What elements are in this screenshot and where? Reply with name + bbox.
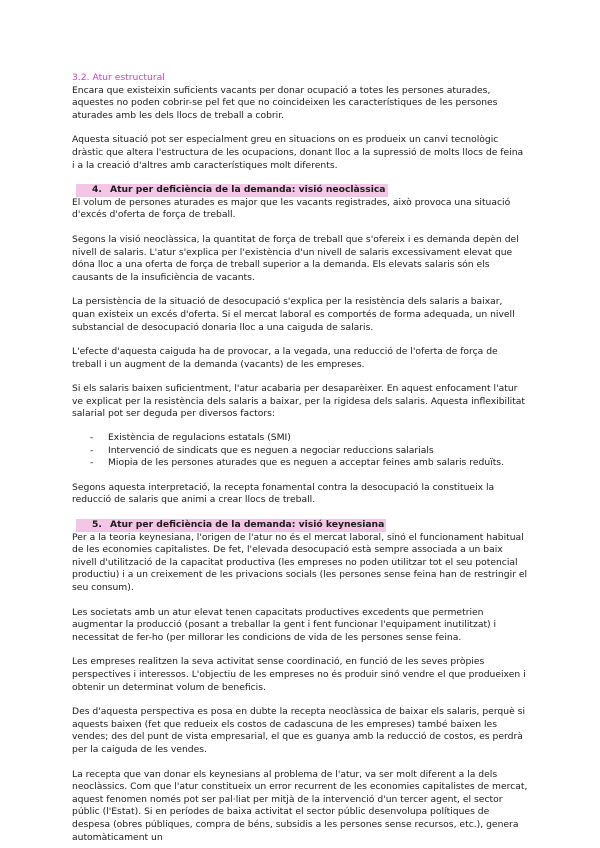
list-item: - Miopia de les persones aturades que es neguen a acceptar feines amb salaris reduïts. (90, 457, 505, 469)
paragraph: Les empreses realitzen la seva activitat sense coordinació, en funció de les seves pròpies perspectives i interessos. L'objectiu de les empreses no és produir sinó vendre el que produeixen i obtenir un determinat volum de beneficis. (72, 656, 526, 693)
paragraph: Aquesta situació pot ser especialment greu en situacions on es produeix un canvi tecnològic dràstic que altera l'estructura de les ocupacions, donant lloc a la supressió de molts llocs de feina i a la creació d'altres amb característiques molt diferents. (72, 134, 524, 171)
paragraph: Encara que existeixin suficients vacants per donar ocupació a totes les persones aturades, aquestes no poden cobrir-se pel fet que no coincideixen les característiques de les persones aturades amb les dels llocs de treball a cobrir. (72, 84, 498, 121)
list-dash: - (90, 432, 94, 444)
heading-number: 5. (92, 519, 102, 531)
paragraph: Segons aquesta interpretació, la recepta fonamental contra la desocupació la constitueix la reducció de salaris que animi a crear llocs de treball. (72, 481, 495, 506)
list-dash: - (90, 457, 94, 469)
paragraph: Segons la visió neoclàssica, la quantitat de força de treball que s'ofereix i es demanda depèn del nivell de salaris. L'atur s'explica per l'existència d'un nivell de salaris excessivament elevat que dóna lloc a una oferta de força de treball superior a la demanda. Els elevats salaris són els causants de la insuficiència de vacants. (72, 233, 519, 283)
section-heading-4 (72, 184, 528, 197)
list-item: - Intervenció de sindicats que es neguen a negociar reduccions salarials (90, 444, 434, 456)
highlighted-heading (76, 519, 386, 532)
factor-list (72, 432, 528, 470)
highlighted-heading (76, 184, 388, 197)
paragraph: La persistència de la situació de desocupació s'explica per la resistència dels salaris a baixar, quan existeix un excés d'oferta. Si el mercat laboral es comportés de forma adequada, un nivell substancial de desocupació donaria lloc a una caiguda de salaris. (72, 296, 515, 333)
heading-text: Atur per deficiència de la demanda: visió neoclàssica (110, 184, 386, 196)
paragraph: L'efecte d'aquesta caiguda ha de provocar, a la vegada, una reducció de l'oferta de força de treball i un augment de la demanda (vacants) de les empreses. (72, 346, 498, 370)
paragraph: Les societats amb un atur elevat tenen capacitats productives excedents que permetrien augmentar la producció (posant a treballar la gent i fent funcionar l'equipament inutilitzat) i necessitat de fer-ho (per millorar les condicions de vida de les persones sense feina. (72, 606, 497, 643)
section-title-3-2: 3.2. Atur estructural (72, 72, 165, 83)
paragraph: La recepta que van donar els keynesians al problema de l'atur, va ser molt diferent a la dels neoclàssics. Com que l'atur constitueix un error recurrent de les economies capitalistes de mercat, aquest fenomen només pot ser pal·liat per mitjà de la intervenció d'un tercer agent, el sector públic (l'Estat). Si en períodes de baixa activitat el sector públic desenvolupa polítiques de despesa (obres públiques, compra de béns, subsidis a les persones sense recursos, etc.), genera automàticament un (72, 768, 528, 843)
heading-number: 4. (92, 184, 102, 196)
section-heading-5 (72, 519, 528, 532)
heading-text: Atur per deficiència de la demanda: visió keynesiana (110, 519, 385, 531)
paragraph: Si els salaris baixen suficientment, l'atur acabaria per desaparèixer. En aquest enfocament l'atur ve explicat per la resistència dels salaris a baixar, per la rigidesa dels salaris. Aquesta inflexibilitat salarial pot ser deguda per diversos factors: (72, 383, 526, 420)
list-dash: - (90, 444, 94, 456)
list-item: - Existència de regulacions estatals (SMI) (90, 432, 291, 444)
paragraph: Des d'aquesta perspectiva es posa en dubte la recepta neoclàssica de baixar els salaris, perquè si aquests baixen (fet que redueix els costos de cadascuna de les empreses) també baixen les vendes; des del punt de vista empresarial, el que es guanya amb la reducció de costos, es perdrà per la caiguda de les vendes. (72, 706, 525, 755)
paragraph: El volum de persones aturades es major que les vacants registrades, això provoca una situació d'excés d'oferta de força de treball. (72, 196, 511, 221)
paragraph: Per a la teoria keynesiana, l'origen de l'atur no és el mercat laboral, sinó el funcionament habitual de les economies capitalistes. De fet, l'elevada desocupació està sempre associada a un baix nivell d'utilització de la capacitat productiva (les empreses no poden utilitzar tot el seu potencial productiu) i a un creixement de les privacions socials (les persones sense feina han de restringir el seu consum). (72, 531, 528, 593)
